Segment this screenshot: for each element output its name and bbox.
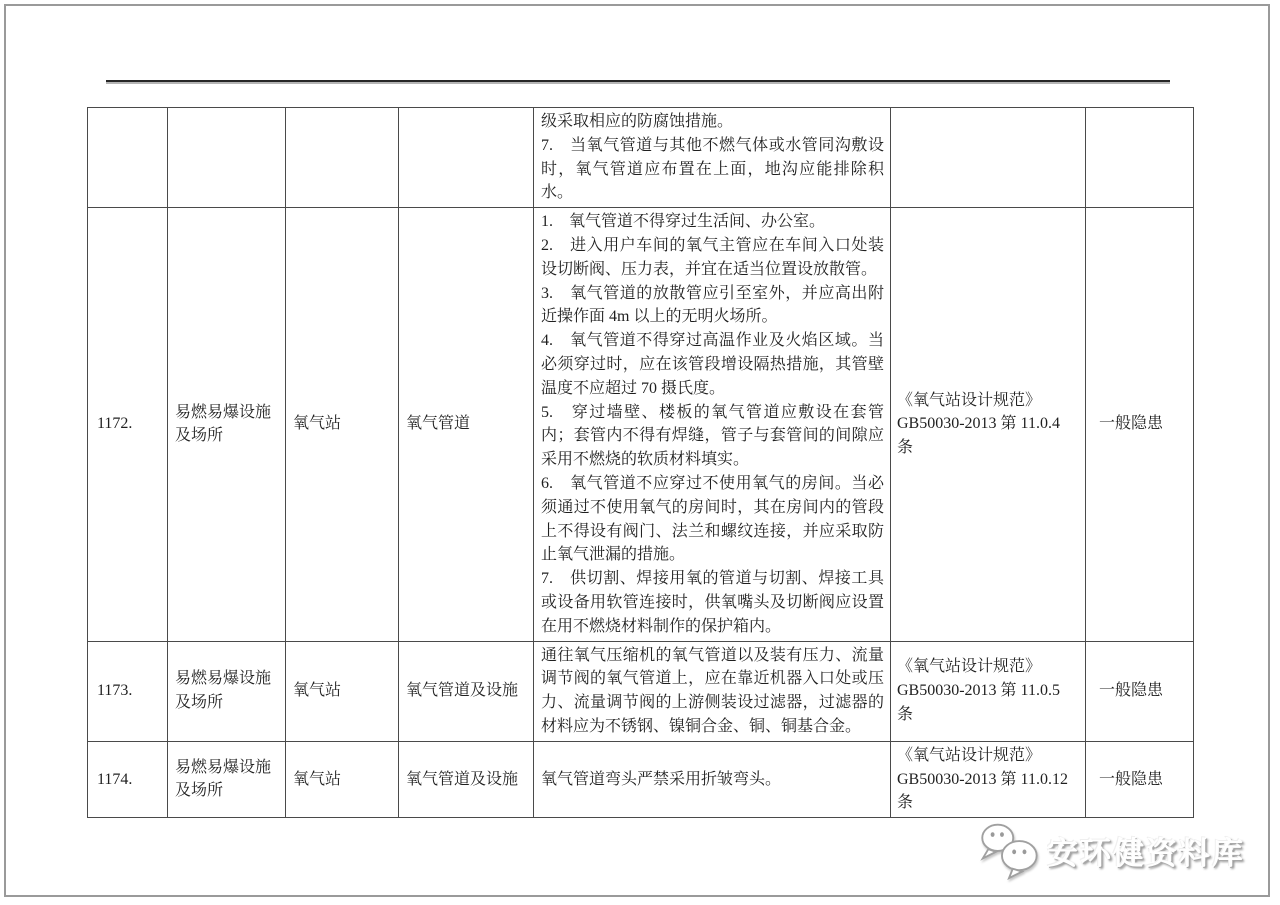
- cell-level: [1086, 108, 1194, 208]
- description-paragraph: 7. 当氧气管道与其他不燃气体或水管同沟敷设时，氧气管道应布置在上面，地沟应能排除积水。: [541, 136, 884, 202]
- cell-station-text: 氧气站: [293, 415, 342, 433]
- cell-station: [286, 108, 399, 208]
- description-paragraph: 级采取相应的防腐蚀措施。: [541, 113, 734, 130]
- cell-facility-text: 氧气管道及设施: [406, 682, 519, 700]
- basis-line: 《氧气站设计规范》: [897, 658, 1042, 676]
- hazard-table: [87, 107, 1194, 818]
- description-paragraph: 氧气管道弯头严禁采用折皱弯头。: [541, 770, 782, 788]
- watermark: [977, 820, 1245, 880]
- description-paragraph: 4. 氧气管道不得穿过高温作业及火焰区域。当必须穿过时，应在该管段增设隔热措施，其管壁温度不应超过 70 摄氏度。: [541, 332, 884, 397]
- cell-facility-text: 氧气管道: [406, 415, 471, 433]
- cell-facility: [399, 208, 534, 641]
- description-paragraph: 2. 进入用户车间的氧气主管应在车间入口处装设切断阀、压力表，并宜在适当位置设放散管。: [541, 236, 884, 278]
- cell-level: [1086, 641, 1194, 741]
- header-rule: [106, 80, 1170, 82]
- wechat-chat-bubbles-icon: [977, 820, 1041, 880]
- watermark-text: 安环健资料库: [1047, 835, 1245, 871]
- level-text: 一般隐患: [1099, 682, 1164, 700]
- description-paragraph: 3. 氧气管道的放散管应引至室外，并应高出附近操作面 4m 以上的无明火场所。: [541, 284, 884, 326]
- cell-category: [168, 641, 286, 741]
- cell-category: [168, 208, 286, 641]
- cell-serial: [88, 108, 168, 208]
- cell-facility: [399, 741, 534, 817]
- cell-station: [286, 208, 399, 641]
- cell-serial: [88, 741, 168, 817]
- table-row: [88, 641, 1194, 741]
- cell-category-text: 易燃易爆设施及场所: [175, 758, 272, 800]
- cell-serial-text: 1174.: [97, 770, 133, 788]
- cell-station: [286, 741, 399, 817]
- cell-station: [286, 641, 399, 741]
- cell-facility: [399, 641, 534, 741]
- basis-line: GB50030-2013 第 11.0.12 条: [897, 770, 1068, 812]
- cell-serial-text: 1173.: [97, 682, 133, 700]
- cell-description: [534, 741, 891, 817]
- basis-line: 《氧气站设计规范》: [897, 391, 1042, 409]
- cell-category: [168, 108, 286, 208]
- basis-line: GB50030-2013 第 11.0.4 条: [897, 415, 1060, 457]
- description-paragraph: 1. 氧气管道不得穿过生活间、办公室。: [541, 213, 826, 231]
- table-row: [88, 208, 1194, 641]
- cell-basis: [891, 641, 1086, 741]
- cell-serial: [88, 641, 168, 741]
- description-paragraph: 6. 氧气管道不应穿过不使用氧气的房间。当必须通过不使用氧气的房间时，其在房间内的管段上不得设有阀门、法兰和螺纹连接，并应采取防止氧气泄漏的措施。: [541, 474, 884, 564]
- basis-line: 《氧气站设计规范》: [897, 746, 1042, 764]
- cell-serial: [88, 208, 168, 641]
- cell-category: [168, 741, 286, 817]
- cell-facility: [399, 108, 534, 208]
- cell-station-text: 氧气站: [293, 770, 342, 788]
- cell-category-text: 易燃易爆设施及场所: [175, 403, 272, 445]
- cell-description: [534, 108, 891, 208]
- cell-basis: [891, 741, 1086, 817]
- cell-serial-text: 1172.: [97, 415, 133, 433]
- basis-line: GB50030-2013 第 11.0.5 条: [897, 682, 1060, 724]
- cell-basis: [891, 108, 1086, 208]
- cell-description: [534, 208, 891, 641]
- cell-category-text: 易燃易爆设施及场所: [175, 670, 272, 712]
- description-paragraph: 5. 穿过墙壁、楼板的氧气管道应敷设在套管内；套管内不得有焊缝，管子与套管间的间隙应采用不燃烧的软质材料填实。: [541, 403, 884, 469]
- description-paragraph: 通往氧气压缩机的氧气管道以及装有压力、流量调节阀的氧气管道上，应在靠近机器入口处或压力、流量调节阀的上游侧装设过滤器，过滤器的材料应为不锈钢、镍铜合金、铜、铜基合金。: [541, 646, 884, 735]
- cell-facility-text: 氧气管道及设施: [406, 770, 519, 788]
- cell-level: [1086, 741, 1194, 817]
- table-row: [88, 108, 1194, 208]
- level-text: 一般隐患: [1099, 415, 1164, 433]
- cell-station-text: 氧气站: [293, 682, 342, 700]
- cell-basis: [891, 208, 1086, 641]
- cell-description: [534, 641, 891, 741]
- cell-level: [1086, 208, 1194, 641]
- level-text: 一般隐患: [1099, 770, 1164, 788]
- description-paragraph: 7. 供切割、焊接用氧的管道与切割、焊接工具或设备用软管连接时，供氧嘴头及切断阀应设置在用不燃烧材料制作的保护箱内。: [541, 570, 884, 635]
- table-row: [88, 741, 1194, 817]
